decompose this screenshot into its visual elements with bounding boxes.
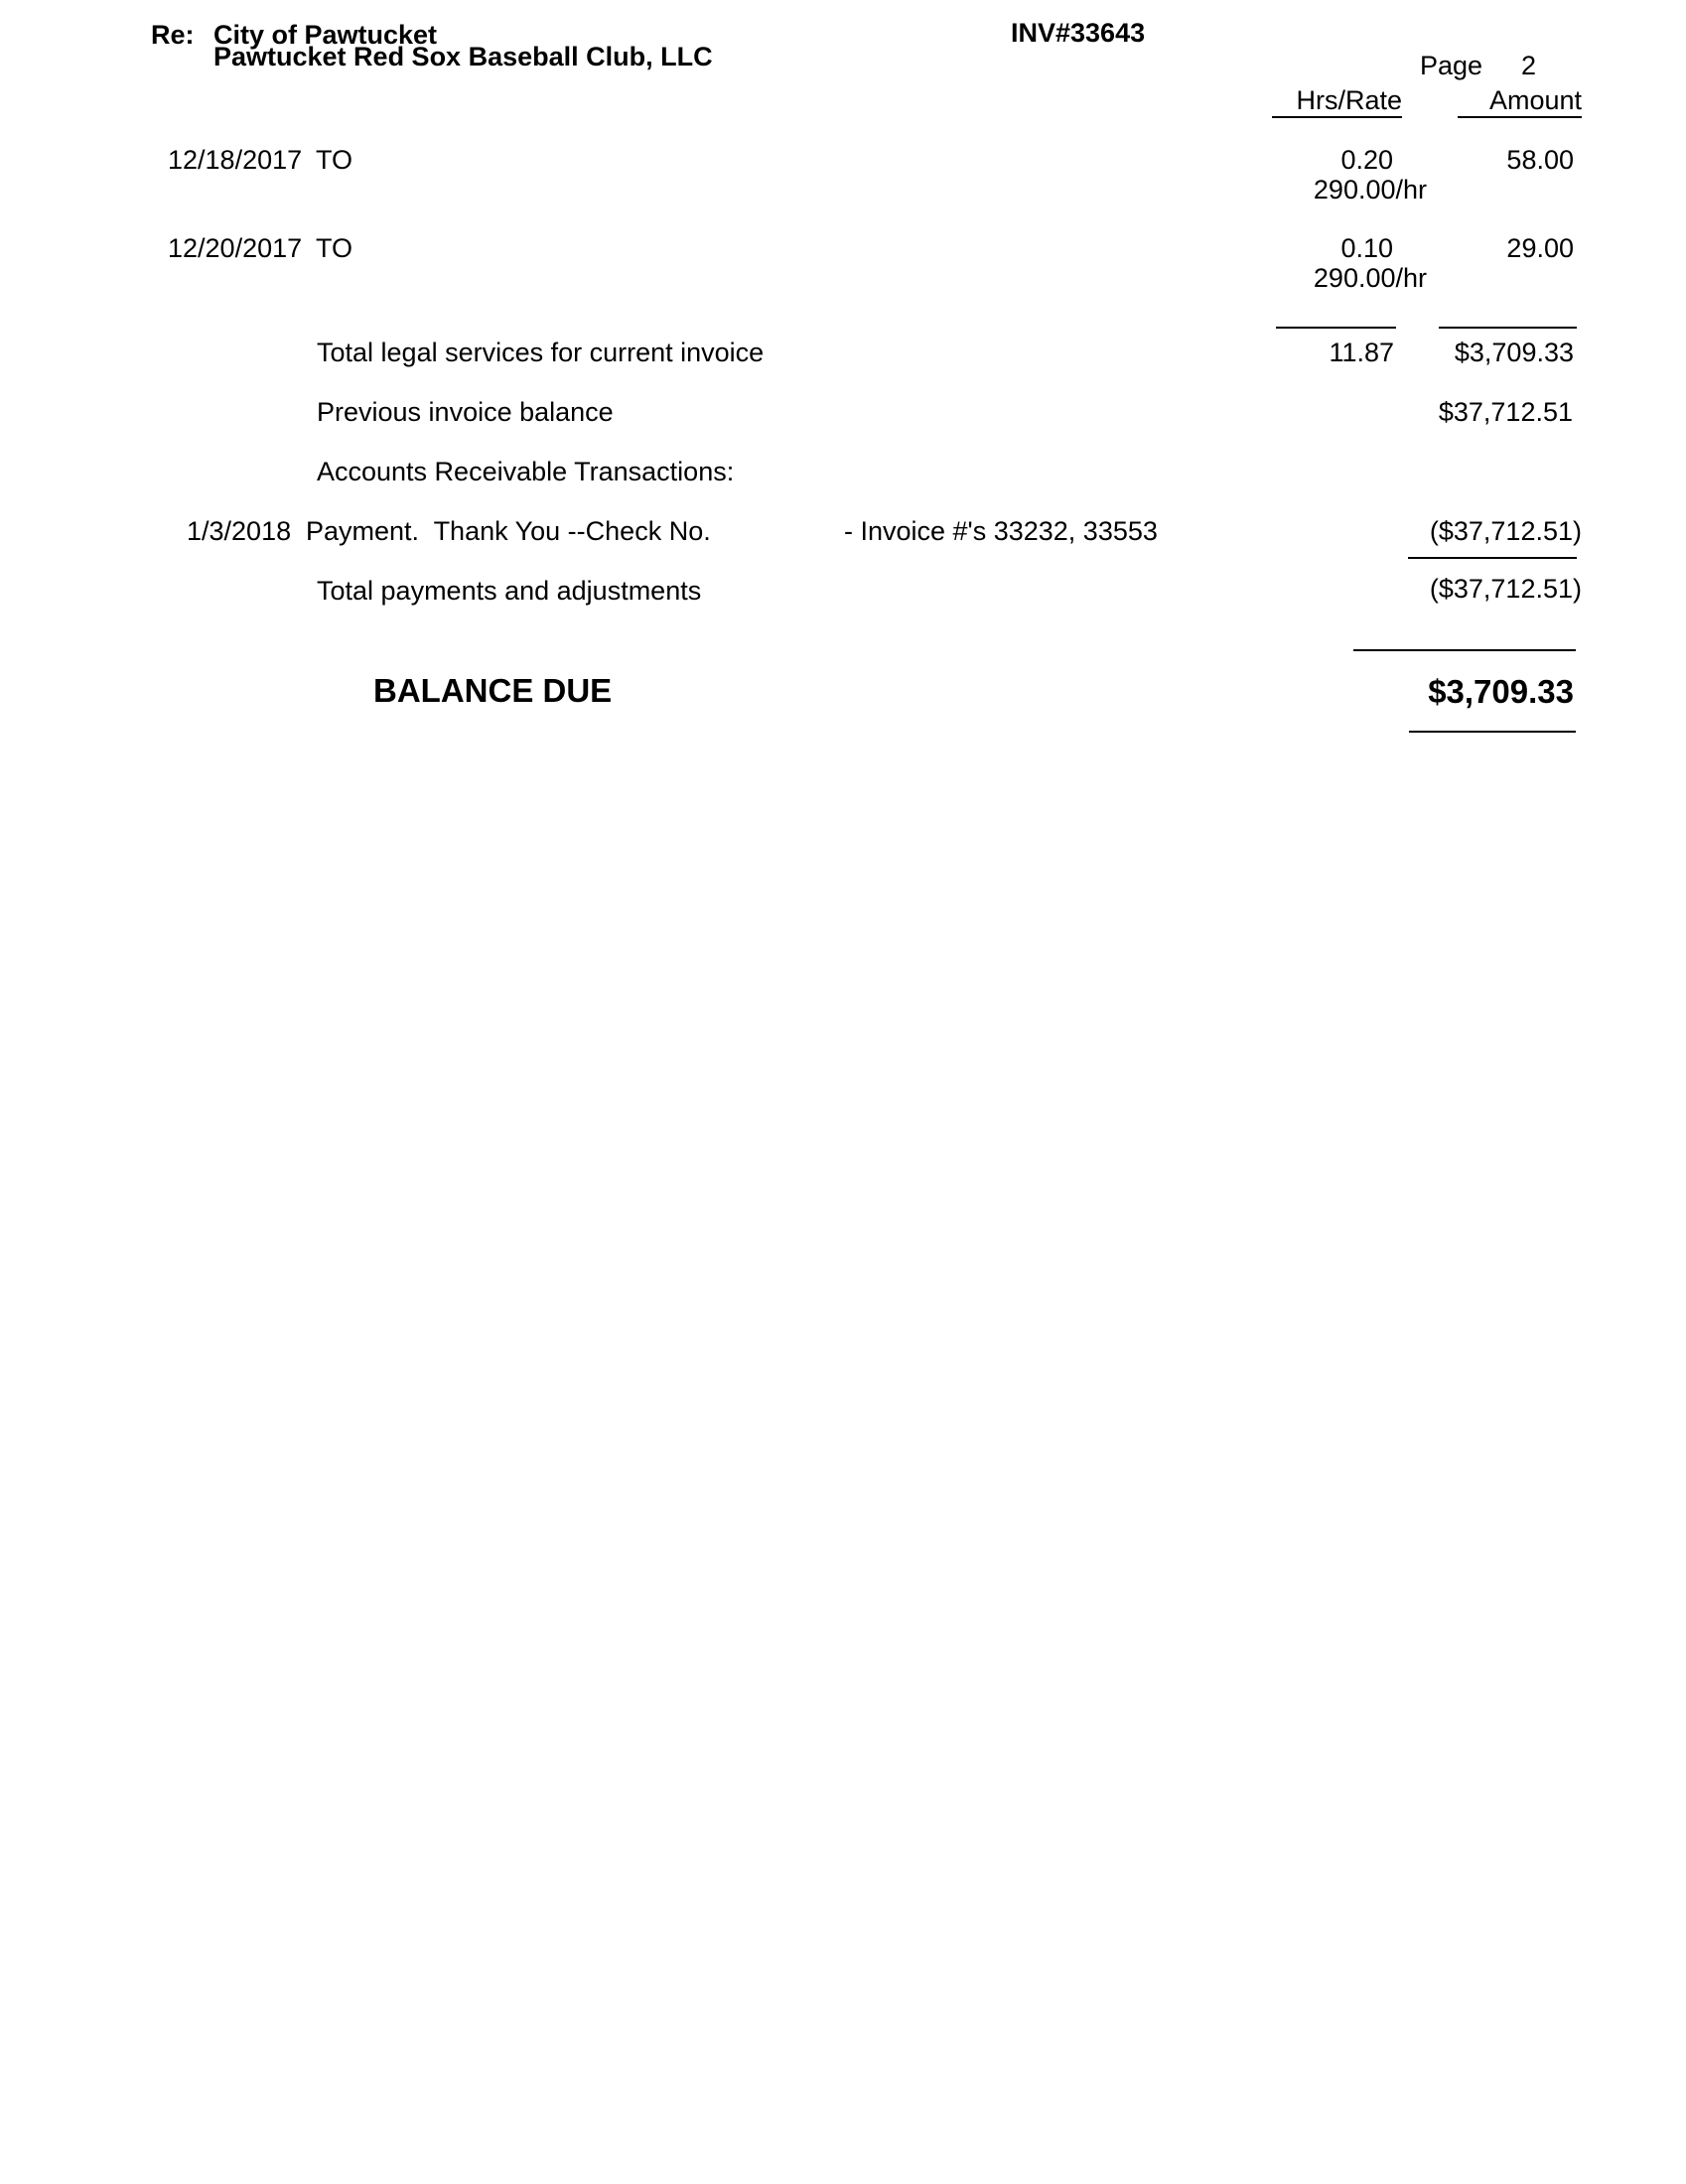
payments-subtotal-rule <box>1408 557 1577 559</box>
client-name: City of Pawtucket <box>213 20 438 50</box>
re-label: Re: <box>151 20 195 50</box>
hours-rate-header-underline <box>1272 116 1402 118</box>
previous-balance-amount: $37,712.51 <box>1438 397 1573 427</box>
amount-subtotal-rule <box>1439 327 1577 329</box>
page-number: 2 <box>1521 51 1537 80</box>
entry-amount: 29.00 <box>1506 233 1574 263</box>
column-header-amount: Amount <box>1488 85 1582 115</box>
balance-top-rule <box>1353 649 1576 651</box>
balance-due-amount: $3,709.33 <box>1428 673 1574 710</box>
column-header-hours-rate: Hrs/Rate <box>1296 85 1402 115</box>
total-payments-amount: ($37,712.51) <box>1429 574 1582 604</box>
entry-date: 12/20/2017 <box>168 233 303 263</box>
payment-description: Payment. Thank You --Check No. <box>306 516 711 546</box>
matter-name: Pawtucket Red Sox Baseball Club, LLC <box>213 42 713 71</box>
ar-transactions-heading: Accounts Receivable Transactions: <box>317 457 735 486</box>
entry-amount: 58.00 <box>1506 145 1574 175</box>
entry-timekeeper: TO <box>316 233 353 263</box>
entry-rate: 290.00/hr <box>1313 175 1427 205</box>
total-services-amount: $3,709.33 <box>1454 338 1574 367</box>
balance-due-label: BALANCE DUE <box>373 672 613 709</box>
balance-bottom-rule <box>1409 731 1576 733</box>
previous-balance-label: Previous invoice balance <box>317 397 614 427</box>
payment-amount: ($37,712.51) <box>1429 516 1582 546</box>
entry-timekeeper: TO <box>316 145 353 175</box>
page-label: Page <box>1420 51 1483 80</box>
amount-header-underline <box>1458 116 1582 118</box>
entry-rate: 290.00/hr <box>1313 263 1427 293</box>
hours-subtotal-rule <box>1276 327 1396 329</box>
payment-reference: - Invoice #'s 33232, 33553 <box>844 516 1158 546</box>
invoice-number: INV#33643 <box>1011 18 1146 48</box>
payment-date: 1/3/2018 <box>187 516 292 546</box>
entry-date: 12/18/2017 <box>168 145 303 175</box>
total-hours: 11.87 <box>1329 338 1394 367</box>
total-services-label: Total legal services for current invoice <box>317 338 765 367</box>
entry-hours: 0.20 <box>1340 145 1393 175</box>
entry-hours: 0.10 <box>1340 233 1393 263</box>
total-payments-label: Total payments and adjustments <box>317 576 702 606</box>
